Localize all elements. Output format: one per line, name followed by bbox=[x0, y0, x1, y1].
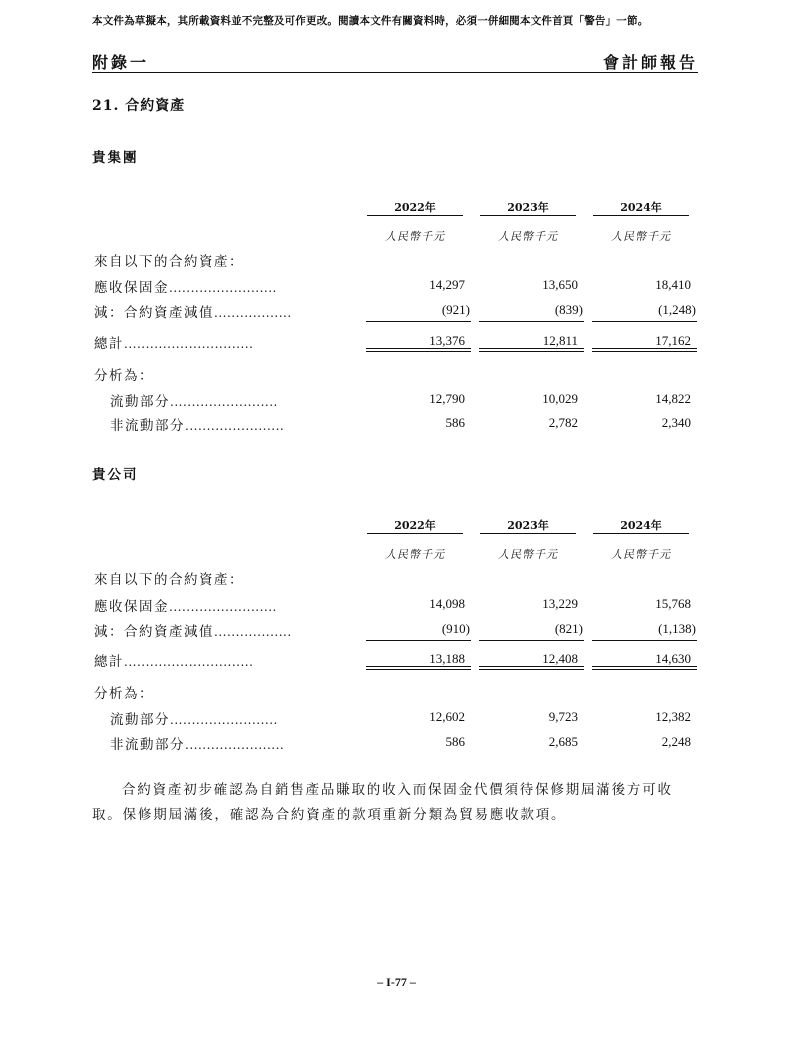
draft-warning-banner: 本文件為草擬本，其所載資料並不完整及可作更改。閱讀本文件有關資料時，必須一併細閱本文件首頁「警告」一節。 bbox=[92, 15, 649, 27]
report-title: 會計師報告 bbox=[602, 53, 698, 72]
leader-dots: ....................... bbox=[185, 738, 285, 752]
cell-value: 2,782 bbox=[548, 415, 578, 430]
cell-value: 13,376 bbox=[429, 333, 465, 348]
analysis-label: 分析為： bbox=[94, 368, 154, 384]
cell-value: (1,248) bbox=[658, 302, 696, 317]
row-label: 應收保固金......................... bbox=[94, 280, 277, 296]
cell-value: 12,790 bbox=[429, 391, 465, 406]
cell-value: 14,630 bbox=[655, 651, 691, 666]
row-label: 減：合約資產減值.................. bbox=[94, 305, 292, 321]
year-rule bbox=[367, 215, 463, 216]
unit-label: 人民幣千元 bbox=[498, 548, 558, 561]
cell-value: 2,685 bbox=[548, 734, 578, 749]
year-rule bbox=[480, 215, 576, 216]
year-header: 2022年 bbox=[394, 201, 436, 214]
year-header: 2024年 bbox=[620, 201, 662, 214]
cell-value: (839) bbox=[554, 302, 583, 317]
cell-value: (910) bbox=[441, 621, 470, 636]
leader-dots: .............................. bbox=[124, 337, 254, 351]
unit-label: 人民幣千元 bbox=[385, 230, 445, 243]
cell-value: 9,723 bbox=[548, 709, 578, 724]
cell-value: 12,408 bbox=[542, 651, 578, 666]
subtotal-rule bbox=[479, 640, 584, 641]
header-rule bbox=[92, 72, 698, 73]
page-number: – I-77 – bbox=[377, 975, 416, 989]
explanatory-paragraph: 合約資產初步確認為自銷售產品賺取的收入而保固金代價須待保修期屆滿後方可收取。保修期屆滿後，確認為合約資產的款項重新分類為貿易應收款項。 bbox=[92, 782, 673, 823]
year-header: 2022年 bbox=[394, 519, 436, 532]
total-double-rule bbox=[366, 348, 471, 352]
leader-dots: ....................... bbox=[185, 419, 285, 433]
year-rule bbox=[593, 215, 689, 216]
row-label: 應收保固金......................... bbox=[94, 599, 277, 615]
row-label: 流動部分......................... bbox=[110, 712, 278, 728]
row-label: 流動部分......................... bbox=[110, 394, 278, 410]
leader-dots: .............................. bbox=[124, 655, 254, 669]
row-label: 減：合約資產減值.................. bbox=[94, 624, 292, 640]
subtotal-rule bbox=[366, 640, 471, 641]
leader-dots: ......................... bbox=[169, 281, 277, 295]
cell-value: 14,297 bbox=[429, 277, 465, 292]
total-double-rule bbox=[479, 666, 584, 670]
cell-value: 14,822 bbox=[655, 391, 691, 406]
cell-value: 14,098 bbox=[429, 596, 465, 611]
total-double-rule bbox=[366, 666, 471, 670]
row-label: 非流動部分....................... bbox=[110, 737, 285, 753]
table-title: 貴公司 bbox=[92, 467, 139, 483]
cell-value: 15,768 bbox=[655, 596, 691, 611]
row-label: 總計.............................. bbox=[94, 336, 254, 352]
unit-label: 人民幣千元 bbox=[611, 548, 671, 561]
unit-label: 人民幣千元 bbox=[385, 548, 445, 561]
total-double-rule bbox=[592, 666, 697, 670]
cell-value: 10,029 bbox=[542, 391, 578, 406]
total-double-rule bbox=[479, 348, 584, 352]
cell-value: (821) bbox=[554, 621, 583, 636]
cell-value: 2,248 bbox=[661, 734, 691, 749]
cell-value: 17,162 bbox=[655, 333, 691, 348]
cell-value: 13,229 bbox=[542, 596, 578, 611]
year-header: 2023年 bbox=[507, 519, 549, 532]
subtotal-rule bbox=[592, 640, 697, 641]
cell-value: 586 bbox=[445, 734, 465, 749]
cell-value: 13,188 bbox=[429, 651, 465, 666]
section-title: 21. 合約資產 bbox=[92, 98, 186, 114]
leader-dots: ......................... bbox=[170, 395, 278, 409]
cell-value: 2,340 bbox=[661, 415, 691, 430]
cell-value: (1,138) bbox=[658, 621, 696, 636]
unit-label: 人民幣千元 bbox=[611, 230, 671, 243]
subtotal-rule bbox=[366, 321, 471, 322]
cell-value: 18,410 bbox=[655, 277, 691, 292]
cell-value: 13,650 bbox=[542, 277, 578, 292]
year-header: 2024年 bbox=[620, 519, 662, 532]
cell-value: (921) bbox=[441, 302, 470, 317]
row-label: 總計.............................. bbox=[94, 654, 254, 670]
cell-value: 12,382 bbox=[655, 709, 691, 724]
total-double-rule bbox=[592, 348, 697, 352]
subtotal-rule bbox=[592, 321, 697, 322]
leader-dots: .................. bbox=[214, 625, 292, 639]
leader-dots: .................. bbox=[214, 306, 292, 320]
cell-value: 586 bbox=[445, 415, 465, 430]
analysis-label: 分析為： bbox=[94, 686, 154, 702]
leader-dots: ......................... bbox=[170, 713, 278, 727]
year-rule bbox=[593, 533, 689, 534]
table-title: 貴集團 bbox=[92, 150, 139, 166]
group-label: 來自以下的合約資產： bbox=[94, 254, 244, 270]
subtotal-rule bbox=[479, 321, 584, 322]
year-header: 2023年 bbox=[507, 201, 549, 214]
appendix-label: 附錄一 bbox=[92, 53, 150, 72]
group-label: 來自以下的合約資產： bbox=[94, 572, 244, 588]
row-label: 非流動部分....................... bbox=[110, 418, 285, 434]
year-rule bbox=[367, 533, 463, 534]
cell-value: 12,602 bbox=[429, 709, 465, 724]
leader-dots: ......................... bbox=[169, 600, 277, 614]
cell-value: 12,811 bbox=[542, 333, 578, 348]
unit-label: 人民幣千元 bbox=[498, 230, 558, 243]
year-rule bbox=[480, 533, 576, 534]
